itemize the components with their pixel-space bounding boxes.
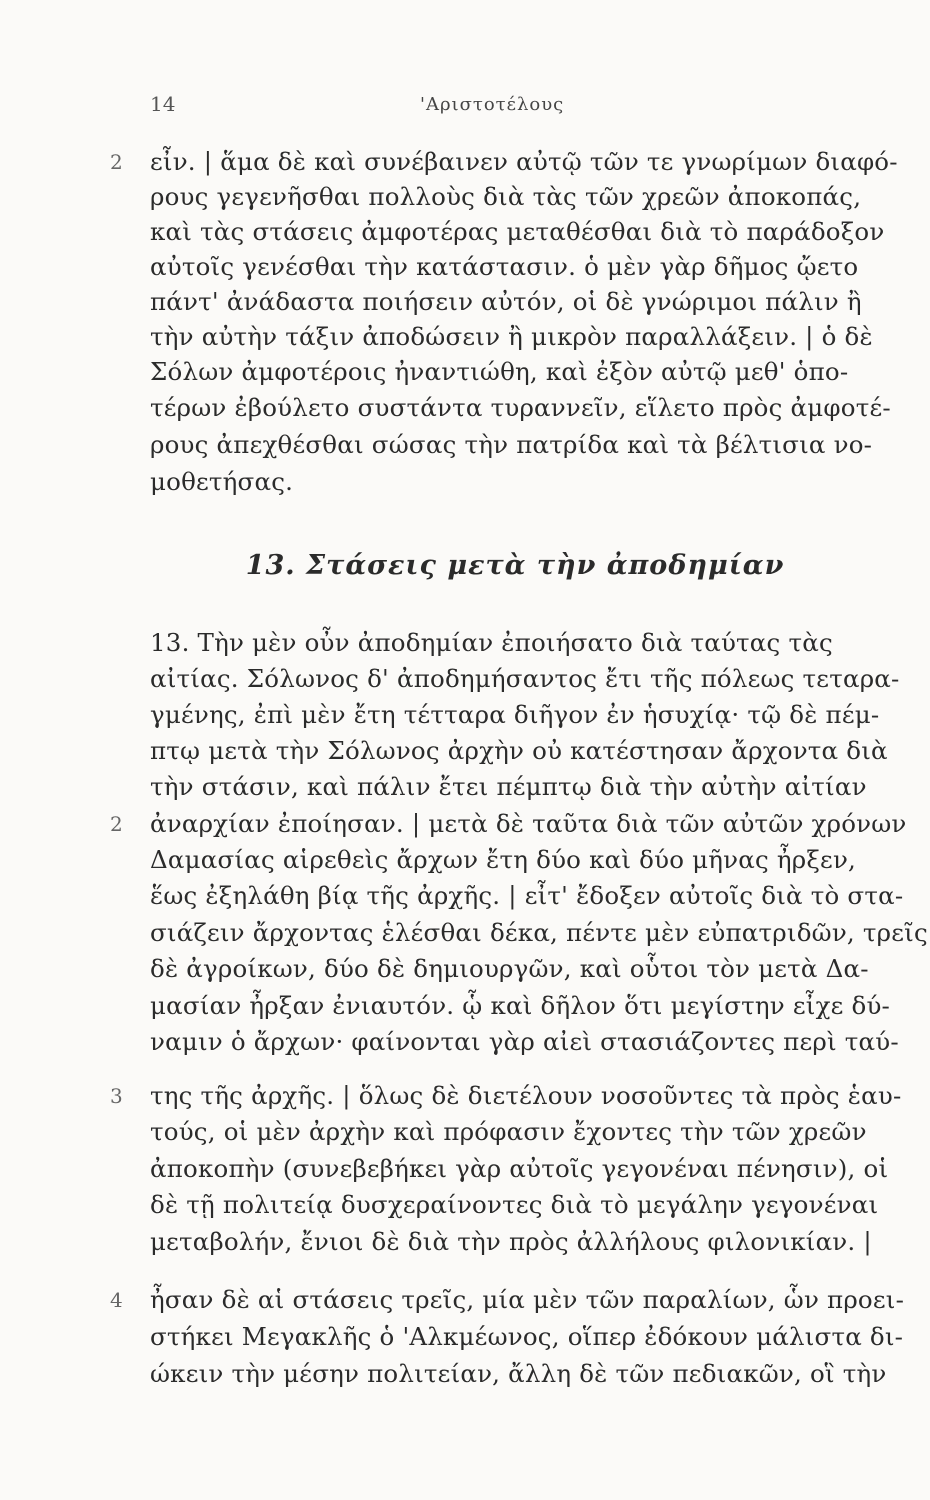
text-line: ἀναρχίαν ἐποίησαν. | μετὰ δὲ ταῦτα διὰ τῶν αὐτῶν χρόνων	[150, 809, 907, 838]
text-line: πάντ' ἀνάδαστα ποιήσειν αὐτόν, οἱ δὲ γνώριμοι πάλιν ἢ	[150, 287, 862, 316]
text-line: ναμιν ὁ ἄρχων· φαίνονται γὰρ αἰεὶ στασιάζοντες περὶ ταύ-	[150, 1027, 899, 1056]
text-line: στήκει Μεγακλῆς ὁ 'Αλκμέωνος, οἵπερ ἐδόκουν μάλιστα δι-	[150, 1322, 904, 1351]
page-header	[150, 92, 880, 122]
margin-number: 2	[110, 812, 123, 836]
text-line: 13. Τὴν μὲν οὖν ἀποδημίαν ἐποιήσατο διὰ ταύτας τὰς	[150, 628, 833, 657]
text-line: μοθετήσας.	[150, 467, 294, 496]
margin-number: 3	[110, 1084, 123, 1108]
running-head: 'Αριστοτέλους	[420, 94, 565, 115]
text-line: ρους γεγενῆσθαι πολλοὺς διὰ τὰς τῶν χρεῶν ἀποκοπάς,	[150, 182, 862, 211]
text-line: δὲ τῇ πολιτείᾳ δυσχεραίνοντες διὰ τὸ μεγάλην γεγονέναι	[150, 1190, 879, 1219]
text-line: καὶ τὰς στάσεις ἀμφοτέρας μεταθέσθαι διὰ τὸ παράδοξον	[150, 217, 885, 246]
text-line: τὴν στάσιν, καὶ πάλιν ἔτει πέμπτῳ διὰ τὴν αὐτὴν αἰτίαν	[150, 772, 867, 801]
margin-number: 4	[110, 1288, 123, 1312]
text-line: πτῳ μετὰ τὴν Σόλωνος ἀρχὴν οὐ κατέστησαν ἄρχοντα διὰ	[150, 736, 888, 765]
text-line: αἰτίας. Σόλωνος δ' ἀποδημήσαντος ἔτι τῆς πόλεως τεταρα-	[150, 664, 900, 693]
text-line: ἕως ἐξηλάθη βίᾳ τῆς ἀρχῆς. | εἶτ' ἔδοξεν αὐτοῖς διὰ τὸ στα-	[150, 881, 904, 910]
text-line: εἶν. | ἅμα δὲ καὶ συνέβαινεν αὐτῷ τῶν τε γνωρίμων διαφό-	[150, 147, 898, 176]
text-line: μασίαν ἦρξαν ἐνιαυτόν. ᾧ καὶ δῆλον ὅτι μεγίστην εἶχε δύ-	[150, 991, 891, 1020]
text-line: ώκειν τὴν μέσην πολιτείαν, ἄλλη δὲ τῶν πεδιακῶν, οἳ τὴν	[150, 1359, 887, 1388]
text-line: της τῆς ἀρχῆς. | ὅλως δὲ διετέλουν νοσοῦντες τὰ πρὸς ἑαυ-	[150, 1081, 902, 1110]
text-line: Σόλων ἀμφοτέροις ἠναντιώθη, καὶ ἐξὸν αὐτῷ μεθ' ὁπο-	[150, 357, 849, 386]
text-line: αὐτοῖς γενέσθαι τὴν κατάστασιν. ὁ μὲν γὰρ δῆμος ᾤετο	[150, 252, 859, 281]
text-line: Δαμασίας αἱρεθεὶς ἄρχων ἔτη δύο καὶ δύο μῆνας ἦρξεν,	[150, 845, 857, 874]
text-line: τούς, οἱ μὲν ἀρχὴν καὶ πρόφασιν ἔχοντες τὴν τῶν χρεῶν	[150, 1117, 867, 1146]
text-line: ἀποκοπὴν (συνεβεβήκει γὰρ αὐτοῖς γεγονέναι πένησιν), οἱ	[150, 1154, 889, 1183]
section-heading: 13. Στάσεις μετὰ τὴν ἀποδημίαν	[245, 550, 785, 581]
text-line: γμένης, ἐπὶ μὲν ἔτη τέτταρα διῆγον ἐν ἡσυχίᾳ· τῷ δὲ πέμ-	[150, 700, 880, 729]
text-line: τέρων ἐβούλετο συστάντα τυραννεῖν, εἵλετο πρὸς ἀμφοτέ-	[150, 393, 891, 422]
text-line: μεταβολήν, ἔνιοι δὲ διὰ τὴν πρὸς ἀλλήλους φιλονικίαν. |	[150, 1227, 872, 1256]
page-number: 14	[150, 92, 176, 116]
text-line: δὲ ἀγροίκων, δύο δὲ δημιουργῶν, καὶ οὗτοι τὸν μετὰ Δα-	[150, 954, 869, 983]
text-line: ἦσαν δὲ αἱ στάσεις τρεῖς, μία μὲν τῶν παραλίων, ὧν προει-	[150, 1285, 905, 1314]
margin-number: 2	[110, 150, 123, 174]
text-line: τὴν αὐτὴν τάξιν ἀποδώσειν ἢ μικρὸν παραλλάξειν. | ὁ δὲ	[150, 322, 873, 351]
text-line: σιάζειν ἄρχοντας ἑλέσθαι δέκα, πέντε μὲν εὐπατριδῶν, τρεῖς	[150, 918, 928, 947]
text-line: ρους ἀπεχθέσθαι σώσας τὴν πατρίδα καὶ τὰ βέλτισια νο-	[150, 430, 873, 459]
